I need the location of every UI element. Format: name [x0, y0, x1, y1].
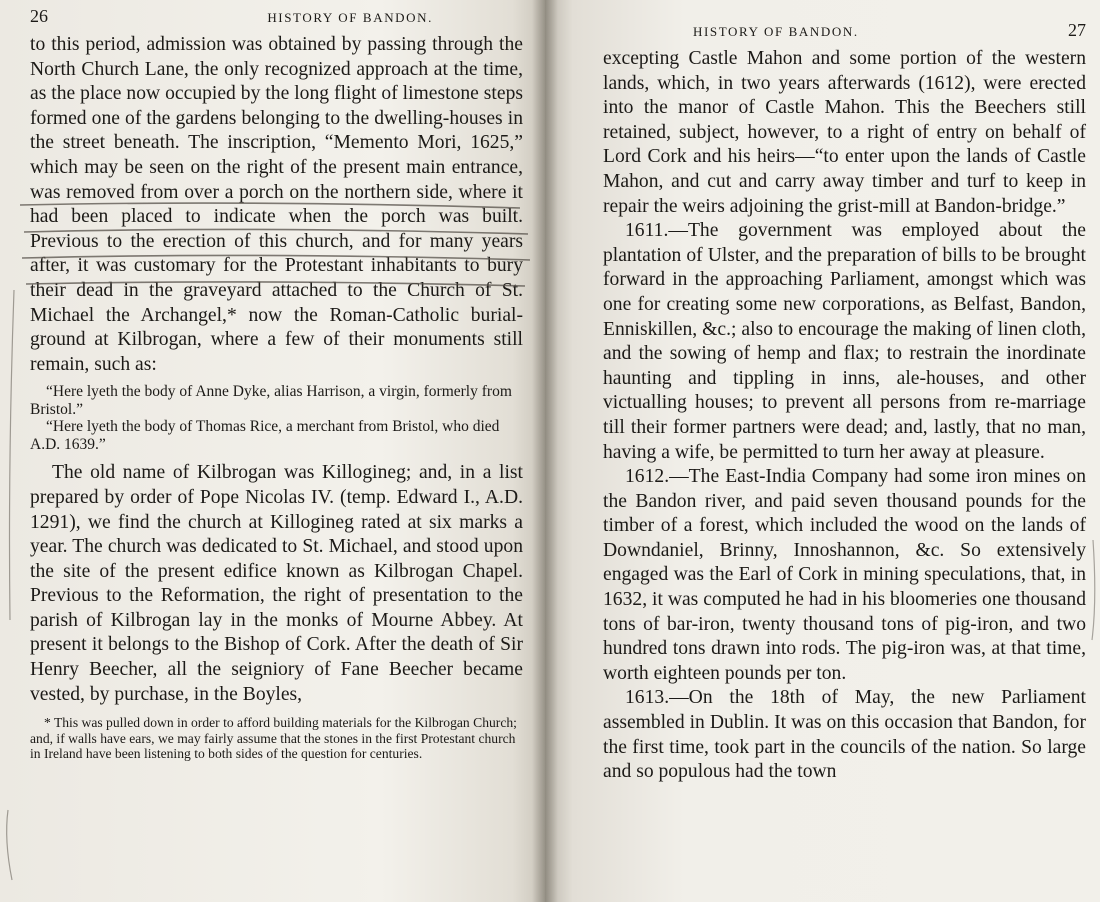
page-header-title: HISTORY OF BANDON. [267, 10, 433, 25]
epitaph-quotes [30, 383, 523, 453]
footnote [30, 715, 523, 762]
paragraph: excepting Castle Mahon and some portion of the western lands, which, in two years afterwards (1612), were erected into the manor of Castle Mahon. This the Beechers still retained, subject, however, to a right of entry on behalf of Lord Cork and his heirs—“to enter upon the lands of Castle Mahon, and cut and carry away timber and turf to keep in repair the weirs adjoining the grist-mill at Bandon-bridge.” [603, 48, 1086, 217]
left-body-text-2 [30, 461, 523, 707]
paragraph: 1613.—On the 18th of May, the new Parliament assembled in Dublin. It was on this occasion that Bandon, for the first time, took part in the councils of the nation. So large and so populous had the town [603, 687, 1086, 783]
page-header-title: HISTORY OF BANDON. [693, 24, 859, 39]
right-body-text [603, 47, 1086, 785]
left-body-text [30, 33, 523, 377]
paragraph: to this period, admission was obtained by passing through the North Church Lane, the only recognized approach at the time, as the place now occupied by the long flight of limestone steps formed one of the gardens belonging to the dwelling-houses in the street beneath. The inscription, “Memento Mori, 1625,” which may be seen on the right of the present main entrance, was removed from over a porch on the northern side, where it had been placed to indicate when the porch was built. Previous to the erection of this church, and for many years after, it was customary for the Protestant inhabitants to bury their dead in the graveyard attached to the Church of St. Michael the Archangel,* now the Roman-Catholic burial-ground at Kilbrogan, where a few of their monuments still remain, such as: [30, 34, 523, 375]
paragraph: The old name of Kilbrogan was Killogineg; and, in a list prepared by order of Pope Nicolas IV. (temp. Edward I., A.D. 1291), we find the church at Killogineg rated at six marks a year. The church was dedicated to St. Michael, and stood upon the site of the present edifice known as Kilbrogan Chapel. Previous to the Reformation, the right of presentation to the parish of Kilbrogan lay in the monks of Mourne Abbey. At present it belongs to the Bishop of Cork. After the death of Sir Henry Beecher, all the seigniory of Fane Beecher became vested, by purchase, in the Boyles, [30, 462, 523, 705]
epitaph-quote: “Here lyeth the body of Thomas Rice, a merchant from Bristol, who died A.D. 1639.” [30, 418, 500, 453]
paragraph: 1612.—The East-India Company had some iron mines on the Bandon river, and paid seven thousand pounds for the timber of a forest, which included the wood on the lands of Downdaniel, Brinny, Innoshannon, &c. So extensively engaged was the Earl of Cork in mining speculations, that, in 1632, it was computed he had in his bloomeries one thousand tons of bar-iron, twenty thousand tons of pig-iron, and two hundred tons drawn into rods. The pig-iron was, at that time, worth eighteen pounds per ton. [603, 466, 1086, 684]
epitaph-quote: “Here lyeth the body of Anne Dyke, alias Harrison, a virgin, formerly from Bristol.” [30, 383, 512, 418]
right-running-head [603, 20, 1086, 41]
page-number: 26 [30, 6, 48, 26]
left-page [0, 0, 545, 902]
page-number: 27 [1068, 20, 1086, 40]
right-page [545, 0, 1100, 902]
left-running-head [30, 6, 523, 27]
paragraph: 1611.—The government was employed about the plantation of Ulster, and the preparation of bills to be brought forward in the approaching Parliament, amongst which was one for creating some new corporations, as Belfast, Bandon, Enniskillen, &c.; also to encourage the making of linen cloth, and the sowing of hemp and flax; to restrain the inordinate haunting and tippling in inns, ale-houses, and other victualling houses; to prevent all persons from re-marriage till their former partners were dead; and, lastly, that no man, having a wife, be permitted to turn her away at pleasure. [603, 220, 1086, 463]
footnote-text: * This was pulled down in order to afford building materials for the Kilbrogan Church; and, if walls have ears, we may fairly assume that the stones in the first Protestant church in Ireland have been listening to both sides of the question for centuries. [30, 715, 517, 762]
